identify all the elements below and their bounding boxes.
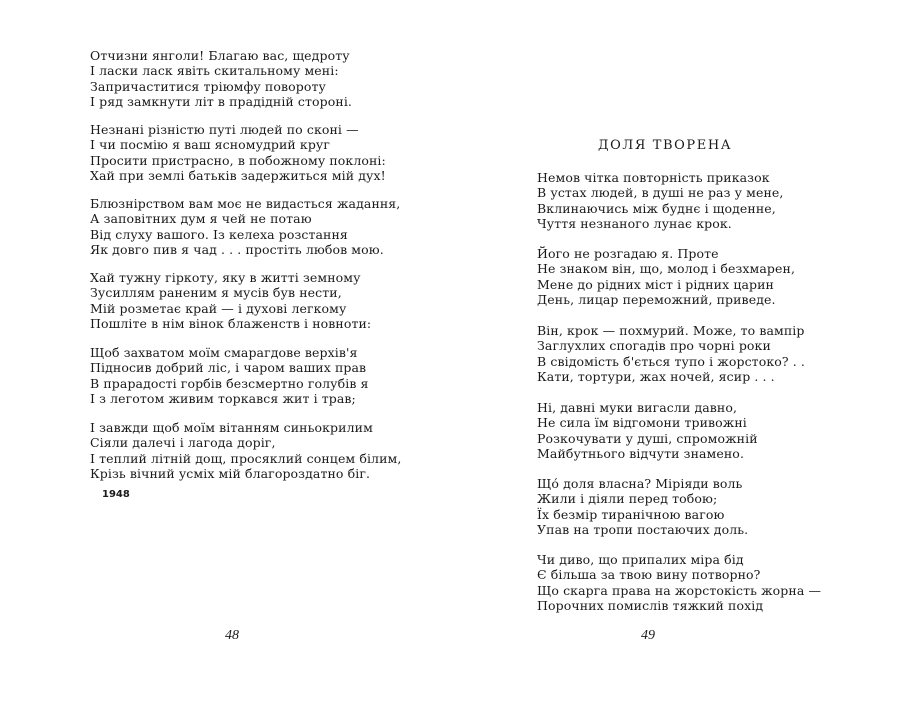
verse-line: І завжди щоб моїм вітанням синьокрилим [90, 420, 373, 435]
verse-line: Не знаком він, що, молод і безхмарен, [537, 261, 796, 277]
verse-line: Що скарга права на жорстокість жорна — [537, 582, 822, 598]
stanza-2 [90, 122, 386, 183]
verse-line: А заповітних дум я чей не потаю [90, 211, 312, 227]
verse-line: Отчизни янголи! Благаю вас, щедроту [90, 48, 350, 63]
stanza-5 [537, 476, 748, 537]
verse-line: Хай тужну гіркоту, яку в житті земному [90, 270, 361, 285]
verse-line: Щоб захватом моїм смарагдове верхів'я [90, 345, 358, 360]
verse-line: Зусиллям раненим я мусів був нести, [90, 285, 342, 301]
verse-line: І ласки ласк явіть скитальному мені: [90, 63, 339, 79]
verse-line: Кати, тортури, жах ночей, ясир . . . [537, 368, 775, 384]
verse-line: Мій розметає край — і духові легкому [90, 300, 347, 316]
verse-line: Незнані різністю путі людей по сконі — [90, 122, 359, 137]
verse-line: В праpадості горбів безсмертно голубів я [90, 375, 369, 391]
stanza-5 [90, 345, 369, 406]
verse-line: Хай при землі батьків задержиться мій дух! [90, 167, 386, 183]
verse-line: Він, крок — похмурий. Може, то вампір [537, 323, 805, 338]
verse-line: Ні, давні муки вигасли давно, [537, 400, 738, 415]
verse-line: Блюзнірством вам моє не видасться жадання, [90, 196, 401, 211]
verse-line: Є більша за твою вину потворно? [537, 567, 761, 583]
stanza-1 [90, 48, 352, 109]
stanza-6 [537, 552, 821, 613]
verse-line: Упав на тропи постаючих доль. [537, 521, 749, 537]
verse-line: І чи посмію я ваш ясномудрий круг [90, 137, 331, 153]
stanza-4 [537, 400, 758, 461]
verse-line: Чи диво, що припалих міра бід [537, 552, 744, 567]
verse-line: І ряд замкнути літ в прадідній стороні. [90, 93, 352, 109]
verse-line: Мене до рідних міст і рідних царин [537, 276, 774, 292]
verse-line: Просити пристрасно, в побожному поклоні: [90, 152, 386, 168]
right-page [450, 0, 900, 708]
verse-line: Немов чітка повторність приказок [537, 170, 770, 185]
page-number: 48 [225, 628, 239, 643]
stanza-3 [537, 323, 805, 384]
page-number: 49 [641, 628, 655, 643]
verse-line: Майбутнього відчути знамено. [537, 445, 745, 461]
verse-line: Що́ доля власна? Міріяди воль [537, 476, 743, 491]
verse-line: В устах людей, в душі не раз у мене, [537, 185, 784, 201]
verse-line: І теплий літній дощ, просяклий сонцем білим, [90, 450, 402, 466]
verse-line: Як довго пив я чад . . . простіть любов мою. [90, 241, 384, 257]
stanza-6 [90, 420, 401, 481]
verse-line: День, лицар переможний, приведе. [537, 291, 776, 307]
verse-line: Його не розгадаю я. Проте [537, 246, 719, 261]
stanza-1 [537, 170, 783, 231]
verse-line: Запричаститися тріюмфу повороту [90, 78, 326, 94]
stanza-2 [537, 246, 795, 307]
verse-line: Пошліте в нім вінок блаженств і новноти: [90, 315, 372, 331]
verse-line: Порочних помислів тяжкий похід [537, 597, 764, 613]
poem-title: ДОЛЯ ТВОРЕНА [598, 138, 733, 153]
stanza-3 [90, 196, 400, 257]
verse-line: І з леготом живим торкався жит і трав; [90, 390, 356, 406]
verse-line: Жили і діяли перед тобою; [537, 491, 718, 507]
verse-line: Не сила їм відгомони тривожні [537, 415, 747, 431]
verse-line: Розкочувати у душі, спроможній [537, 430, 758, 446]
stanza-4 [90, 270, 371, 331]
verse-line: Сіяли далечі і лагода доріг, [90, 435, 276, 451]
verse-line: Від слуху вашого. Із келеха розстання [90, 226, 348, 242]
verse-line: В свідомість б'ється тупо і жорстоко? . . [537, 353, 805, 369]
verse-line: Заглухлих спогадів про чорні роки [537, 338, 771, 354]
verse-line: Їх безмір тиранічною вагою [537, 506, 725, 522]
verse-line: Підносив добрий ліс, і чаром ваших прав [90, 360, 367, 376]
verse-line: Крізь вічний усміх мій благороздатно біг. [90, 465, 371, 481]
verse-line: Вклинаючись між буднє і щоденне, [537, 200, 776, 216]
verse-line: Чуття незнаного лунає крок. [537, 215, 732, 231]
poem-year: 1948 [102, 489, 130, 500]
